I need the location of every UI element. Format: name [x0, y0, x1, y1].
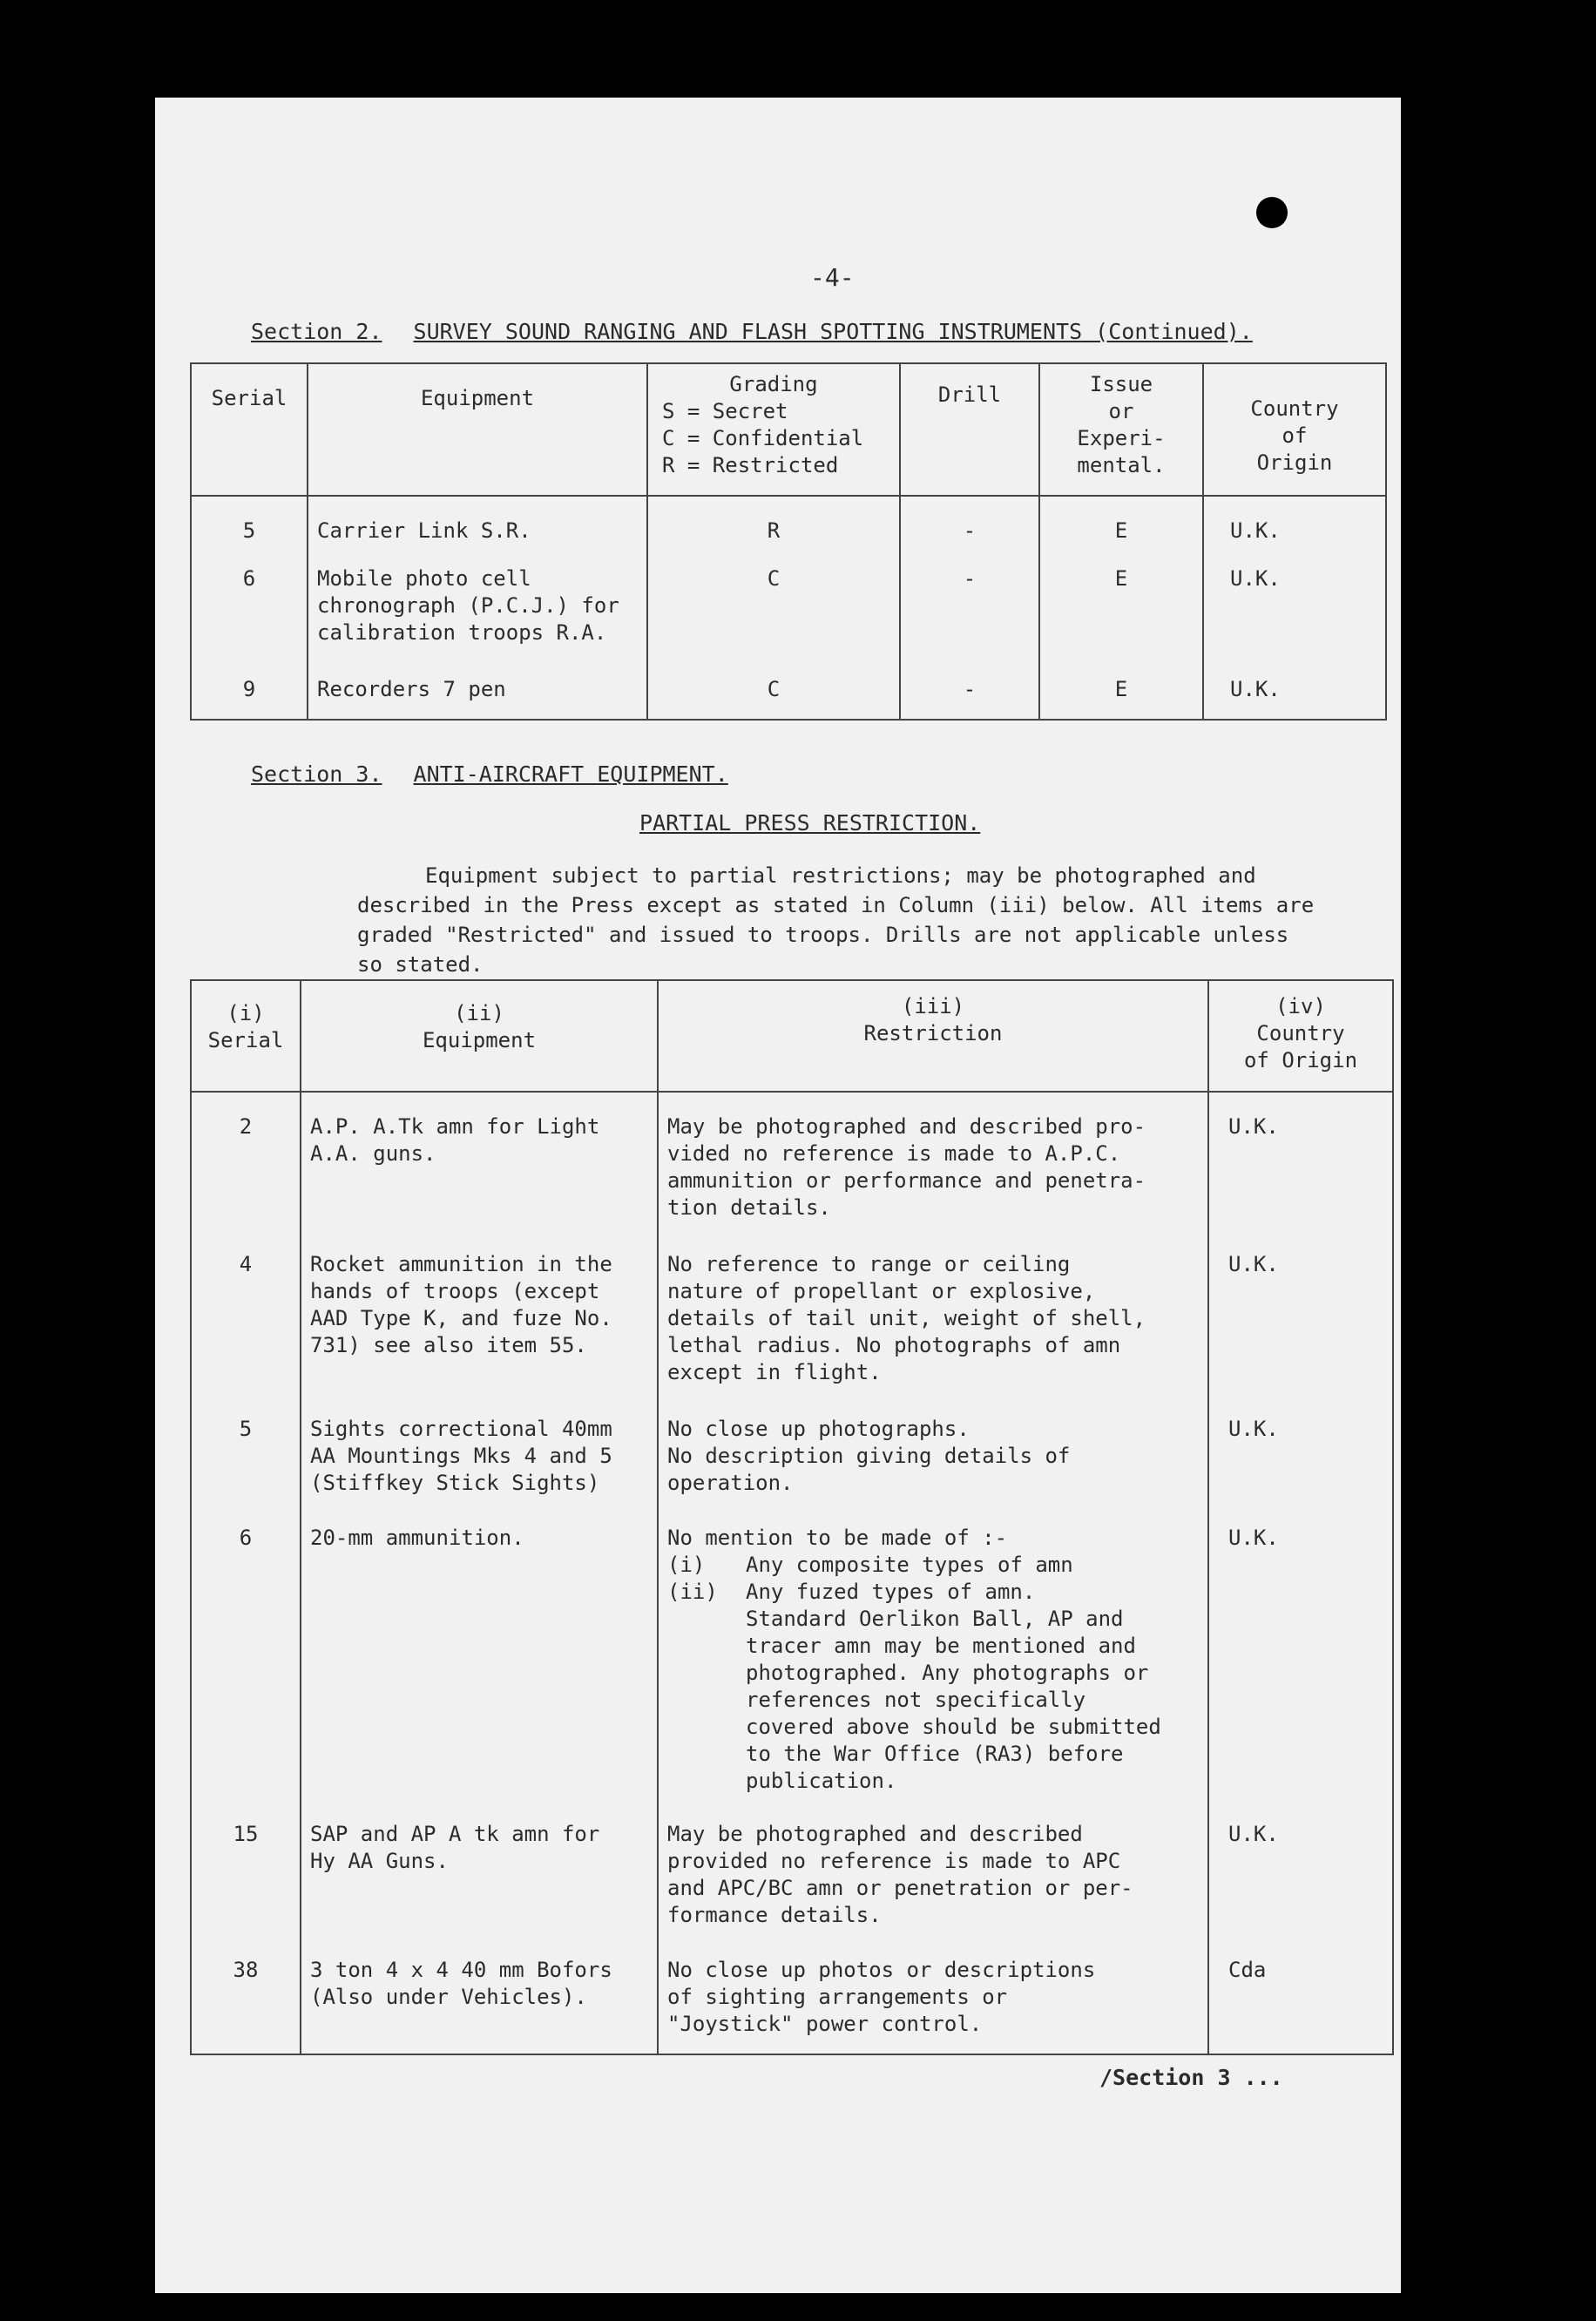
s2-drill: - [900, 496, 1039, 548]
s3-country: U.K. [1208, 1092, 1393, 1225]
s3-serial: 5 [191, 1390, 301, 1500]
s2-country: U.K. [1203, 496, 1386, 548]
section3-label: Section 3. [251, 761, 382, 787]
s2-grading-secret: S = Secret [662, 399, 788, 423]
s2-grading-title: Grading [729, 372, 818, 396]
s3-equipment: Sights correctional 40mm AA Mountings Mks 4 and 5 (Stiffkey Stick Sights) [301, 1390, 658, 1500]
s3-restriction: No reference to range or ceiling nature of propellant or explosive, details of tail unit, weight of shell, lethal radius. No photographs of amn except in flight. [658, 1225, 1208, 1390]
s2-serial: 6 [191, 548, 308, 650]
page-number: -4- [810, 263, 855, 292]
continuation-note: /Section 3 ... [1099, 2065, 1283, 2090]
s2-issue: E [1039, 650, 1203, 720]
s2-header-country: Country of Origin [1203, 363, 1386, 496]
section2-heading [251, 319, 1253, 344]
s3-country: U.K. [1208, 1390, 1393, 1500]
table-row [191, 1390, 1393, 1500]
s2-country: U.K. [1203, 650, 1386, 720]
punch-hole [1256, 197, 1288, 228]
s3-equipment: 3 ton 4 x 4 40 mm Bofors (Also under Vehicles). [301, 1932, 658, 2054]
s2-header-equipment: Equipment [308, 363, 647, 496]
s3-equipment: 20-mm ammunition. [301, 1500, 658, 1798]
s2-country: U.K. [1203, 548, 1386, 650]
s2-header-issue: Issue or Experi- mental. [1039, 363, 1203, 496]
s2-issue: E [1039, 548, 1203, 650]
section2-title: SURVEY SOUND RANGING AND FLASH SPOTTING INSTRUMENTS (Continued). [413, 319, 1253, 344]
table-row [191, 1092, 1393, 1225]
s2-equipment: Mobile photo cell chronograph (P.C.J.) for calibration troops R.A. [308, 548, 647, 650]
section3-title: ANTI-AIRCRAFT EQUIPMENT. [413, 761, 728, 787]
s3-serial: 15 [191, 1798, 301, 1932]
s3-country: Cda [1208, 1932, 1393, 2054]
section3-subheading: PARTIAL PRESS RESTRICTION. [639, 810, 981, 836]
s2-header-drill: Drill [900, 363, 1039, 496]
s3-serial: 2 [191, 1092, 301, 1225]
s2-grading-confidential: C = Confidential [662, 426, 864, 450]
s2-grading-restricted: R = Restricted [662, 453, 839, 477]
s3-header-country: (iv) Country of Origin [1208, 980, 1393, 1092]
s2-header-grading [647, 363, 900, 496]
s3-restriction: May be photographed and described pro- vided no reference is made to A.P.C. ammunition or performance and penetra- tion details. [658, 1092, 1208, 1225]
table-row [191, 650, 1386, 720]
s3-country: U.K. [1208, 1798, 1393, 1932]
section3-heading [251, 761, 728, 787]
s3-equipment: Rocket ammunition in the hands of troops (except AAD Type K, and fuze No. 731) see also item 55. [301, 1225, 658, 1390]
s3-equipment: SAP and AP A tk amn for Hy AA Guns. [301, 1798, 658, 1932]
s3-header-restriction: (iii) Restriction [658, 980, 1208, 1092]
table-row [191, 1932, 1393, 2054]
s3-header-equipment: (ii) Equipment [301, 980, 658, 1092]
section3-intro: Equipment subject to partial restrictions; may be photographed and described in the Press except as stated in Column (iii) below. All items are graded "Restricted" and issued to troops. Drills are not applicable unless so stated. [357, 863, 1315, 977]
s2-issue: E [1039, 496, 1203, 548]
s3-restriction: No close up photographs. No description giving details of operation. [658, 1390, 1208, 1500]
s2-grading: C [647, 548, 900, 650]
s2-drill: - [900, 650, 1039, 720]
s3-restriction: No mention to be made of :- (i) Any composite types of amn (ii) Any fuzed types of amn. Standard Oerlikon Ball, AP and tracer amn may be mentioned and photographed. Any photographs or references not specifically covered above should be submitted to the War Office (RA3) before publication. [658, 1500, 1208, 1798]
section3-table [190, 979, 1394, 2055]
table-row [191, 1798, 1393, 1932]
table-row [191, 548, 1386, 650]
s2-drill: - [900, 548, 1039, 650]
s3-equipment: A.P. A.Tk amn for Light A.A. guns. [301, 1092, 658, 1225]
s3-restriction: No close up photos or descriptions of sighting arrangements or "Joystick" power control. [658, 1932, 1208, 2054]
s3-country: U.K. [1208, 1225, 1393, 1390]
s3-country: U.K. [1208, 1500, 1393, 1798]
s2-serial: 9 [191, 650, 308, 720]
s2-header-serial: Serial [191, 363, 308, 496]
s3-restriction: May be photographed and described provided no reference is made to APC and APC/BC amn or penetration or per- formance details. [658, 1798, 1208, 1932]
s3-serial: 4 [191, 1225, 301, 1390]
s3-serial: 6 [191, 1500, 301, 1798]
s2-grading: C [647, 650, 900, 720]
s2-equipment: Carrier Link S.R. [308, 496, 647, 548]
section2-table [190, 362, 1387, 721]
s2-equipment: Recorders 7 pen [308, 650, 647, 720]
s3-header-serial: (i) Serial [191, 980, 301, 1092]
s2-grading: R [647, 496, 900, 548]
s2-serial: 5 [191, 496, 308, 548]
table-row [191, 1500, 1393, 1798]
section2-label: Section 2. [251, 319, 382, 344]
table-row [191, 496, 1386, 548]
s3-serial: 38 [191, 1932, 301, 2054]
table-row [191, 1225, 1393, 1390]
